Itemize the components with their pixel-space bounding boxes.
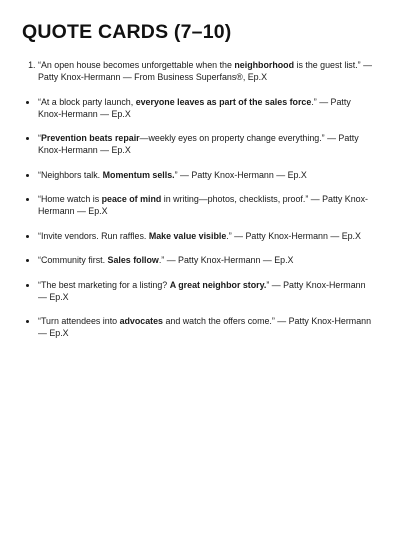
quote-text: “Turn attendees into bbox=[38, 316, 120, 327]
numbered-quote-list bbox=[22, 59, 376, 83]
quote-attribution: ” — Patty Knox-Hermann — Ep.X bbox=[38, 279, 366, 302]
list-item bbox=[38, 96, 376, 120]
quote-attribution: —weekly eyes on property change everything.” — Patty Knox-Hermann — Ep.X bbox=[38, 133, 359, 156]
quote-emphasis: Momentum sells. bbox=[102, 169, 175, 180]
quote-emphasis: advocates bbox=[119, 316, 163, 327]
bulleted-quote-list bbox=[22, 96, 376, 340]
quote-emphasis: A great neighbor story. bbox=[169, 279, 267, 290]
list-item bbox=[38, 169, 376, 181]
quote-emphasis: neighborhood bbox=[234, 60, 295, 71]
quote-attribution: and watch the offers come.” — Patty Knox-Hermann — Ep.X bbox=[38, 316, 371, 339]
quote-text: “Invite vendors. Run raffles. bbox=[38, 230, 149, 241]
quote-text: “Neighbors talk. bbox=[38, 169, 103, 180]
quote-emphasis: Prevention beats repair bbox=[40, 133, 140, 144]
quote-text: “Community first. bbox=[38, 255, 108, 266]
quote-attribution: ” — Patty Knox-Hermann — Ep.X bbox=[174, 169, 307, 180]
page-title: QUOTE CARDS (7–10) bbox=[22, 21, 232, 43]
quote-text: “An open house becomes unforgettable when the bbox=[38, 60, 235, 71]
quote-attribution: .” — Patty Knox-Hermann — Ep.X bbox=[38, 96, 351, 119]
quote-text: “Home watch is bbox=[38, 194, 102, 205]
quote-emphasis: Make value visible bbox=[148, 230, 227, 241]
quote-attribution: is the guest list.” — Patty Knox-Hermann — From Business Superfans®, Ep.X bbox=[38, 60, 372, 83]
quote-emphasis: everyone leaves as part of the sales force bbox=[135, 96, 312, 107]
quote-attribution: .” — Patty Knox-Hermann — Ep.X bbox=[226, 230, 361, 241]
list-item bbox=[38, 230, 376, 242]
list-item bbox=[38, 315, 376, 339]
list-item bbox=[38, 132, 376, 156]
quote-attribution: .” — Patty Knox-Hermann — Ep.X bbox=[158, 255, 294, 266]
quote-attribution: in writing—photos, checklists, proof.” — Patty Knox-Hermann — Ep.X bbox=[38, 194, 368, 217]
list-item bbox=[38, 59, 376, 83]
quote-text: “At a block party launch, bbox=[38, 96, 136, 107]
quote-text: “ bbox=[38, 133, 41, 144]
list-item bbox=[38, 193, 376, 217]
list-item bbox=[38, 279, 376, 303]
quote-emphasis: Sales follow bbox=[107, 255, 159, 266]
quote-emphasis: peace of mind bbox=[101, 194, 162, 205]
quote-text: “The best marketing for a listing? bbox=[38, 279, 170, 290]
list-item bbox=[38, 254, 376, 266]
